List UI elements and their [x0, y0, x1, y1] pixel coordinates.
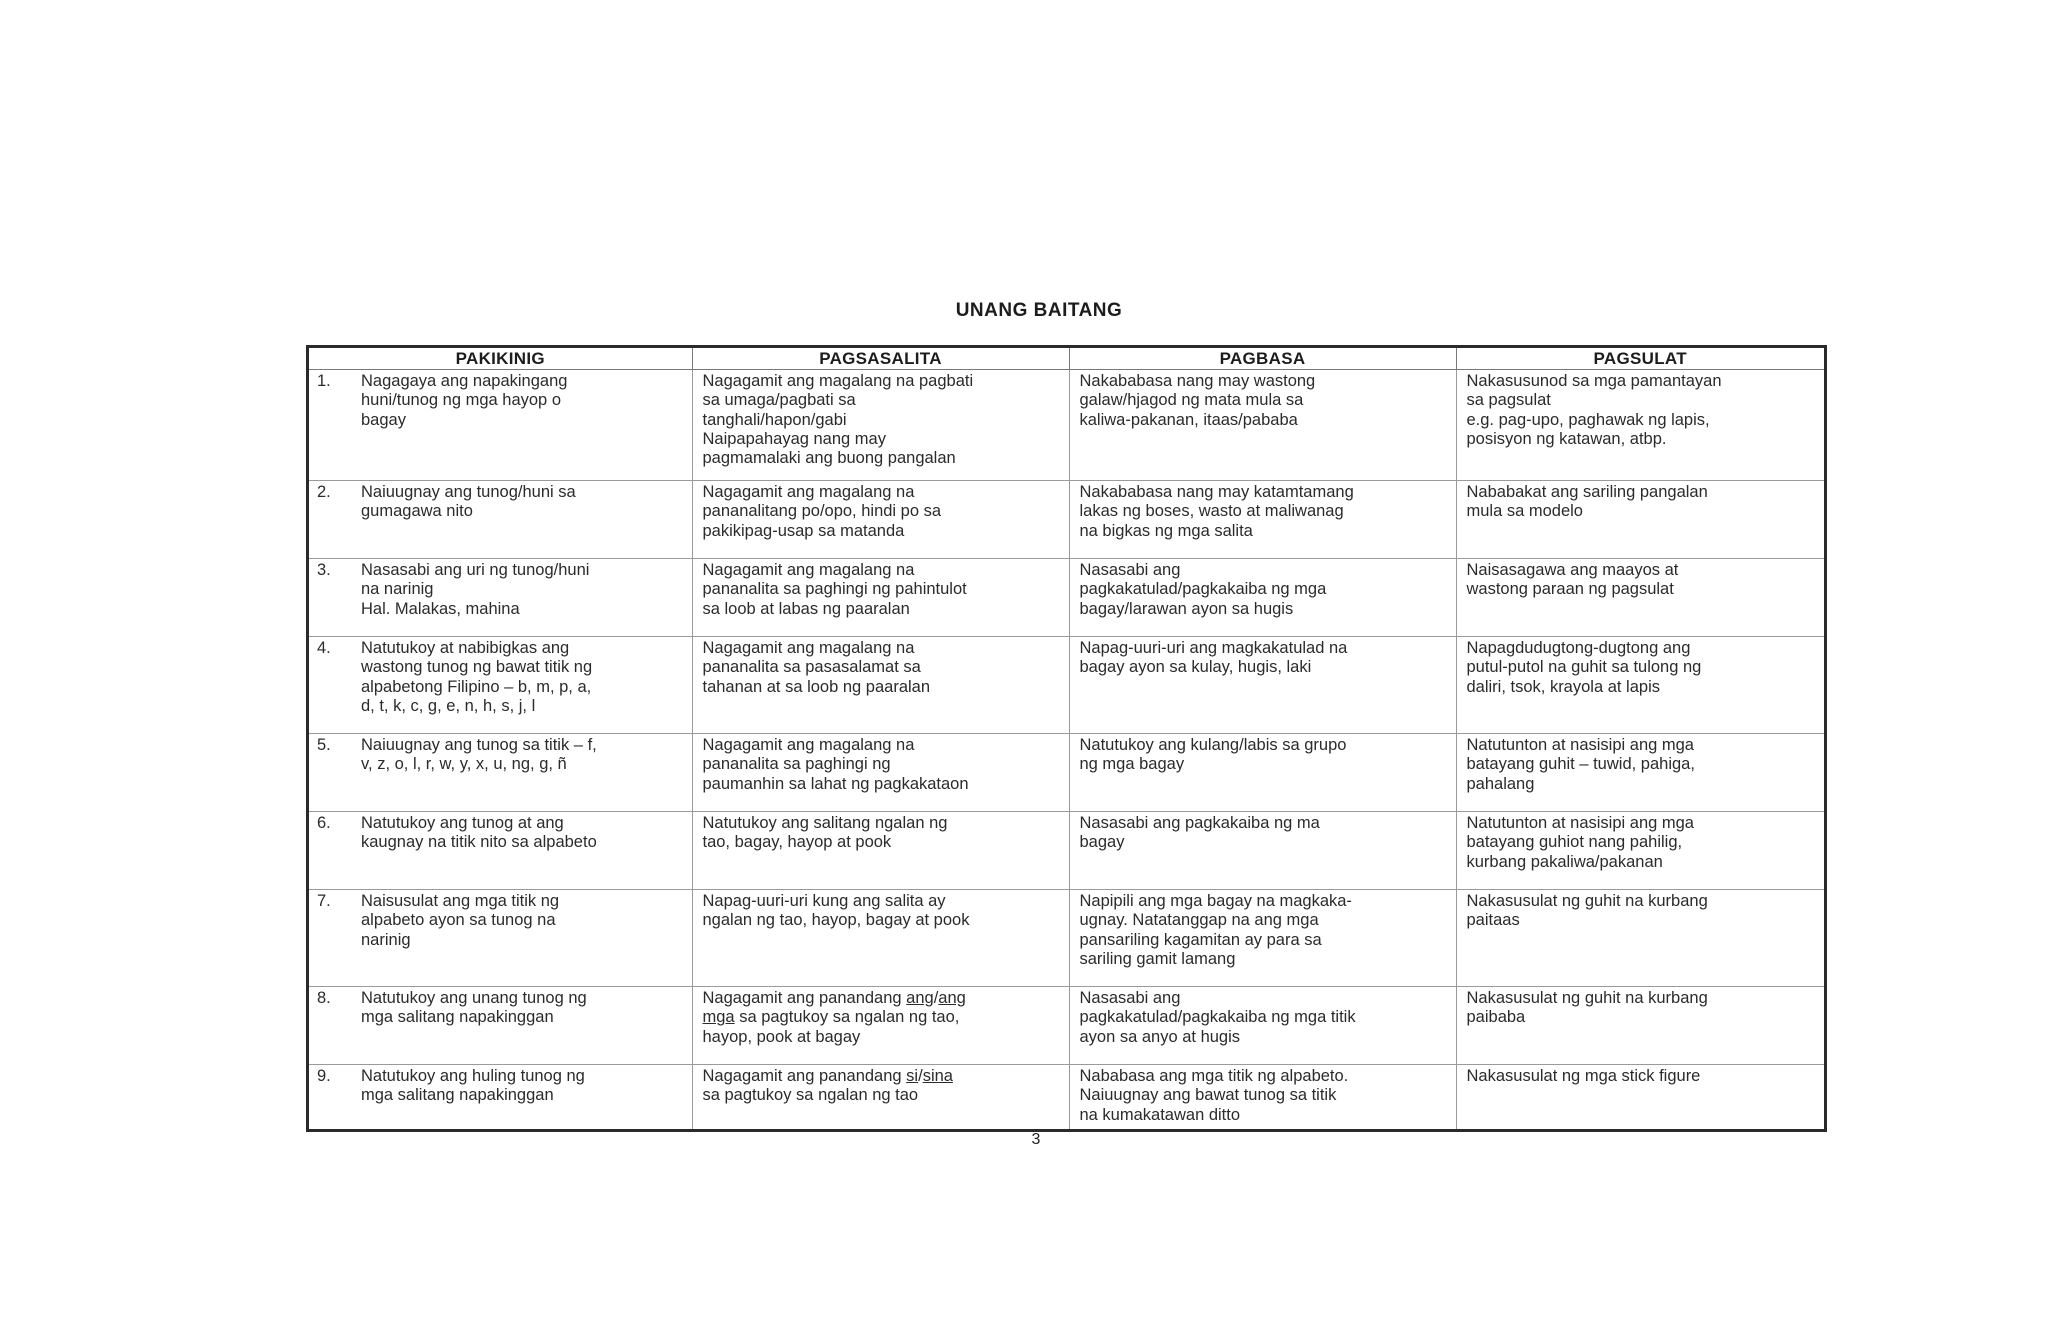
competency-table — [306, 345, 1827, 1132]
cell-pakikinig: 1. Nagagaya ang napakingang huni/tunog ng mga hayop o bagay — [309, 370, 692, 481]
table-row — [309, 481, 1824, 559]
cell-pagsasalita: Nagagamit ang magalang na pananalita sa paghingi ng paumanhin sa lahat ng pagkakataon — [692, 734, 1069, 812]
cell-pagbasa: Nasasabi ang pagkakaiba ng ma bagay — [1069, 812, 1456, 890]
cell-pagsulat: Nakasusulat ng guhit na kurbang paibaba — [1456, 987, 1824, 1065]
table-row — [309, 812, 1824, 890]
cell-pagsasalita: Natutukoy ang salitang ngalan ng tao, bagay, hayop at pook — [692, 812, 1069, 890]
cell-pagbasa: Napag-uuri-uri ang magkakatulad na bagay ayon sa kulay, hugis, laki — [1069, 637, 1456, 734]
table-row — [309, 1065, 1824, 1129]
row-number: 2. — [317, 483, 331, 501]
header-pakikinig: PAKIKINIG — [309, 348, 692, 370]
row-number: 9. — [317, 1067, 331, 1085]
underlined-marker: ang — [906, 989, 934, 1007]
cell-pagsulat: Naisasagawa ang maayos at wastong paraan ng pagsulat — [1456, 559, 1824, 637]
header-pagsulat: PAGSULAT — [1456, 348, 1824, 370]
cell-pakikinig: 6. Natutukoy ang tunog at ang kaugnay na titik nito sa alpabeto — [309, 812, 692, 890]
cell-pagbasa: Natutukoy ang kulang/labis sa grupo ng mga bagay — [1069, 734, 1456, 812]
header-pagsasalita: PAGSASALITA — [692, 348, 1069, 370]
page-number: 3 — [1031, 1131, 1041, 1148]
cell-pagsasalita: Nagagamit ang magalang na pananalita sa paghingi ng pahintulot sa loob at labas ng paaralan — [692, 559, 1069, 637]
cell-pagsasalita: Nagagamit ang panandang ang/ang mga sa pagtukoy sa ngalan ng tao, hayop, pook at bagay — [692, 987, 1069, 1065]
cell-pagsasalita: Nagagamit ang panandang si/sina sa pagtukoy sa ngalan ng tao — [692, 1065, 1069, 1129]
cell-pagbasa: Nakababasa nang may katamtamang lakas ng boses, wasto at maliwanag na bigkas ng mga salita — [1069, 481, 1456, 559]
table-row — [309, 559, 1824, 637]
row-number: 5. — [317, 736, 331, 754]
row-number: 3. — [317, 561, 331, 579]
row-number: 6. — [317, 814, 331, 832]
cell-pagsulat: Napagdudugtong-dugtong ang putul-putol na guhit sa tulong ng daliri, tsok, krayola at lapis — [1456, 637, 1824, 734]
underlined-marker: sina — [922, 1067, 953, 1085]
cell-pagsulat: Nakasusulat ng guhit na kurbang paitaas — [1456, 890, 1824, 987]
cell-pagbasa: Nasasabi ang pagkakatulad/pagkakaiba ng mga bagay/larawan ayon sa hugis — [1069, 559, 1456, 637]
cell-pagsasalita: Nagagamit ang magalang na pananalitang po/opo, hindi po sa pakikipag-usap sa matanda — [692, 481, 1069, 559]
cell-pakikinig: 2. Naiuugnay ang tunog/huni sa gumagawa nito — [309, 481, 692, 559]
cell-pakikinig: 3. Nasasabi ang uri ng tunog/huni na narinig Hal. Malakas, mahina — [309, 559, 692, 637]
table-row — [309, 370, 1824, 481]
table-row — [309, 734, 1824, 812]
header-pagbasa: PAGBASA — [1069, 348, 1456, 370]
row-number: 7. — [317, 892, 331, 910]
cell-pagsulat: Nababakat ang sariling pangalan mula sa modelo — [1456, 481, 1824, 559]
table-row — [309, 890, 1824, 987]
cell-pakikinig: 4. Natutukoy at nabibigkas ang wastong tunog ng bawat titik ng alpabetong Filipino – b, m, p, a, d, t, k, c, g, e, n, h, s, j, l — [309, 637, 692, 734]
cell-pagsasalita: Nagagamit ang magalang na pagbati sa umaga/pagbati sa tanghali/hapon/gabi Naipapahayag nang may pagmamalaki ang buong pangalan — [692, 370, 1069, 481]
page-title: UNANG BAITANG — [955, 300, 1123, 321]
cell-pagsulat: Natutunton at nasisipi ang mga batayang guhit – tuwid, pahiga, pahalang — [1456, 734, 1824, 812]
underlined-marker: ang mga — [702, 989, 966, 1027]
cell-pagsulat: Natutunton at nasisipi ang mga batayang guhiot nang pahilig, kurbang pakaliwa/pakanan — [1456, 812, 1824, 890]
cell-pagsasalita: Nagagamit ang magalang na pananalita sa pasasalamat sa tahanan at sa loob ng paaralan — [692, 637, 1069, 734]
table-header-row — [309, 348, 1824, 370]
table-row — [309, 637, 1824, 734]
cell-pagsasalita: Napag-uuri-uri kung ang salita ay ngalan ng tao, hayop, bagay at pook — [692, 890, 1069, 987]
cell-pakikinig: 9. Natutukoy ang huling tunog ng mga salitang napakinggan — [309, 1065, 692, 1129]
cell-pagsulat: Nakasusunod sa mga pamantayan sa pagsulat e.g. pag-upo, paghawak ng lapis, posisyon ng katawan, atbp. — [1456, 370, 1824, 481]
cell-pagbasa: Nasasabi ang pagkakatulad/pagkakaiba ng mga titik ayon sa anyo at hugis — [1069, 987, 1456, 1065]
row-number: 8. — [317, 989, 331, 1007]
underlined-marker: si — [906, 1067, 919, 1085]
cell-pagbasa: Nakababasa nang may wastong galaw/hjagod ng mata mula sa kaliwa-pakanan, itaas/pababa — [1069, 370, 1456, 481]
cell-pakikinig: 5. Naiuugnay ang tunog sa titik – f, v, z, o, l, r, w, y, x, u, ng, g, ñ — [309, 734, 692, 812]
row-number: 4. — [317, 639, 331, 657]
row-number: 1. — [317, 372, 331, 390]
table-row — [309, 987, 1824, 1065]
cell-pakikinig: 7. Naisusulat ang mga titik ng alpabeto ayon sa tunog na narinig — [309, 890, 692, 987]
cell-pagbasa: Napipili ang mga bagay na magkaka- ugnay. Natatanggap na ang mga pansariling kagamitan ay para sa sariling gamit lamang — [1069, 890, 1456, 987]
cell-pagsulat: Nakasusulat ng mga stick figure — [1466, 1067, 1701, 1085]
cell-pakikinig: 8. Natutukoy ang unang tunog ng mga salitang napakinggan — [309, 987, 692, 1065]
cell-pagbasa: Nababasa ang mga titik ng alpabeto. Naiuugnay ang bawat tunog sa titik na kumakatawan ditto — [1069, 1065, 1456, 1129]
